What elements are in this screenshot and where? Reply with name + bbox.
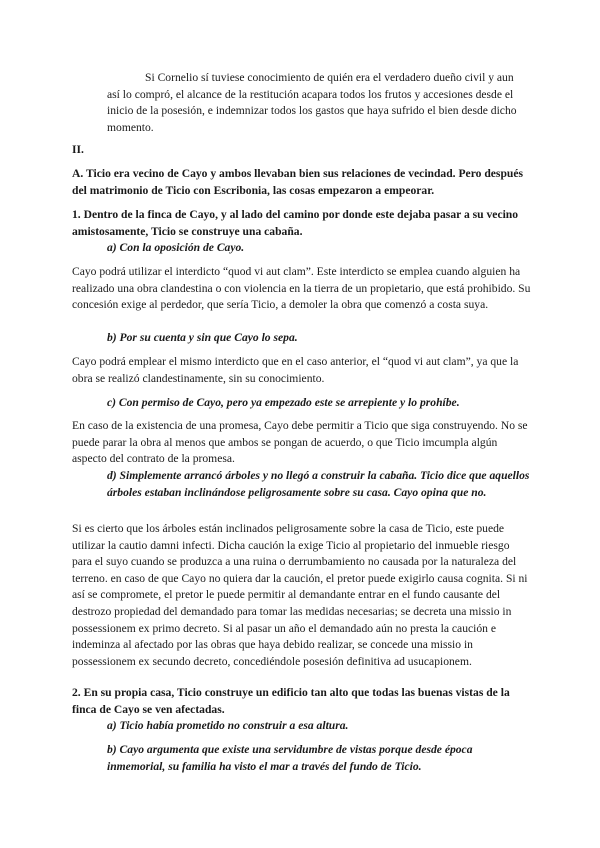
question-1c-answer: En caso de la existencia de una promesa, Cayo debe permitir a Ticio que siga construyendo. No se puede parar la obra al menos que ambos se pongan de acuerdo, o que Ticio imcumpla algún aspecto del contrato de la promesa. — [72, 419, 528, 466]
part-a-heading: A. Ticio era vecino de Cayo y ambos llevaban bien sus relaciones de vecindad. Pero después del matrimonio de Ticio con Escribonia, las cosas empezaron a empeorar. — [72, 167, 523, 197]
question-1d-heading: d) Simplemente arrancó árboles y no llegó a construir la cabaña. Ticio dice que aquellos árboles estaban inclinándose peligrosamente sobre su casa. Cayo opina que no. — [107, 469, 530, 499]
section-heading: II. — [72, 143, 84, 156]
question-1a-answer: Cayo podrá utilizar el interdicto “quod vi aut clam”. Este interdicto se emplea cuando alguien ha realizado una obra clandestina o con violencia en la tierra de un propietario, que está prohibido. Su concesión exige al perdedor, que sería Ticio, a demoler la obra que comenzó a costa suya. — [72, 265, 531, 312]
question-2b-heading: b) Cayo argumenta que existe una servidumbre de vistas porque desde época inmemorial, su familia ha visto el mar a través del fundo de Ticio. — [107, 743, 473, 773]
intro-paragraph: Si Cornelio sí tuviese conocimiento de quién era el verdadero dueño civil y aun así lo compró, el alcance de la restitución acapara todos los frutos y accesiones desde el inicio de la posesión, e indemnizar todos los gastos que haya sufrido el bien desde dicho momento. — [107, 71, 517, 134]
question-1a-heading: a) Con la oposición de Cayo. — [107, 241, 245, 254]
question-2a-heading: a) Ticio había prometido no construir a esa altura. — [107, 719, 349, 732]
question-1b-answer: Cayo podrá emplear el mismo interdicto que en el caso anterior, el “quod vi aut clam”, ya que la obra se realizó clandestinamente, sin su conocimiento. — [72, 355, 519, 385]
question-2-heading: 2. En su propia casa, Ticio construye un edificio tan alto que todas las buenas vistas de la finca de Cayo se ven afectadas. — [72, 686, 510, 716]
question-1d-answer: Si es cierto que los árboles están inclinados peligrosamente sobre la casa de Ticio, este puede utilizar la cautio damni infecti. Dicha caución la exige Ticio al propietario del inmueble riesgo para el suyo cuando se produzca a una ruina o derrumbamiento no causada por la naturaleza del terreno. en caso de que Cayo no quiera dar la caución, el pretor puede exigirlo causa cognita. Si ni así se compromete, el pretor le puede permitir al demandante entrar en el fundo causante del destrozo propiedad del demandado para tomar las medidas necesarias; se decreta una missio in possessionem ex primo decreto. Si al pasar un año el demandado aún no presta la caución e indeminza al afectado por las obras que haya debido realizar, se concede una missio in possessionem ex secundo decreto, concediéndole posesión definitiva ad usucapionem. — [72, 522, 528, 668]
question-1b-heading: b) Por su cuenta y sin que Cayo lo sepa. — [107, 331, 298, 344]
question-1-heading: 1. Dentro de la finca de Cayo, y al lado del camino por donde este dejaba pasar a su vecino amistosamente, Ticio se construye una cabaña. — [72, 208, 519, 238]
question-1c-heading: c) Con permiso de Cayo, pero ya empezado este se arrepiente y lo prohíbe. — [107, 396, 460, 409]
